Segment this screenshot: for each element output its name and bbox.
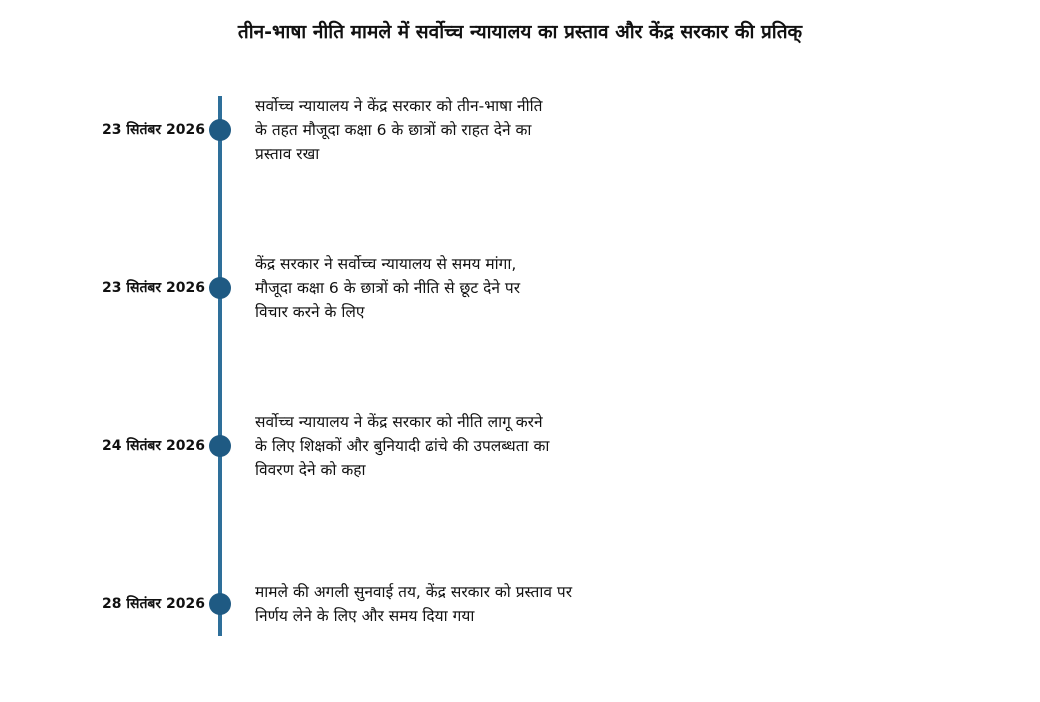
event-description xyxy=(255,410,635,482)
event-description-line: केंद्र सरकार ने सर्वोच्च न्यायालय से समय मांगा, xyxy=(255,255,517,273)
event-marker xyxy=(209,593,231,615)
event-date: 23 सितंबर 2026 xyxy=(102,280,205,296)
event-description-line: मौजूदा कक्षा 6 के छात्रों को नीति से छूट देने पर xyxy=(255,279,521,297)
event-description-line: विवरण देने को कहा xyxy=(255,461,366,479)
event-marker xyxy=(209,277,231,299)
event-date: 23 सितंबर 2026 xyxy=(102,122,205,138)
event-description xyxy=(255,580,635,628)
event-date: 28 सितंबर 2026 xyxy=(102,596,205,612)
event-description xyxy=(255,252,635,324)
event-description xyxy=(255,94,635,166)
event-description-line: निर्णय लेने के लिए और समय दिया गया xyxy=(255,607,475,625)
event-marker xyxy=(209,435,231,457)
event-description-line: विचार करने के लिए xyxy=(255,303,365,321)
timeline-axis xyxy=(218,96,222,636)
event-marker xyxy=(209,119,231,141)
timeline-title: तीन-भाषा नीति मामले में सर्वोच्च न्यायालय का प्रस्ताव और केंद्र सरकार की प्रतिक् xyxy=(237,21,803,43)
event-description-line: सर्वोच्च न्यायालय ने केंद्र सरकार को नीति लागू करने xyxy=(255,413,543,431)
event-description-line: के तहत मौजूदा कक्षा 6 के छात्रों को राहत देने का xyxy=(255,121,532,139)
event-date: 24 सितंबर 2026 xyxy=(102,438,205,454)
event-description-line: सर्वोच्च न्यायालय ने केंद्र सरकार को तीन-भाषा नीति xyxy=(255,97,543,115)
event-description-line: मामले की अगली सुनवाई तय, केंद्र सरकार को प्रस्ताव पर xyxy=(255,583,573,601)
event-description-line: के लिए शिक्षकों और बुनियादी ढांचे की उपलब्धता का xyxy=(255,437,550,455)
event-description-line: प्रस्ताव रखा xyxy=(255,145,320,163)
